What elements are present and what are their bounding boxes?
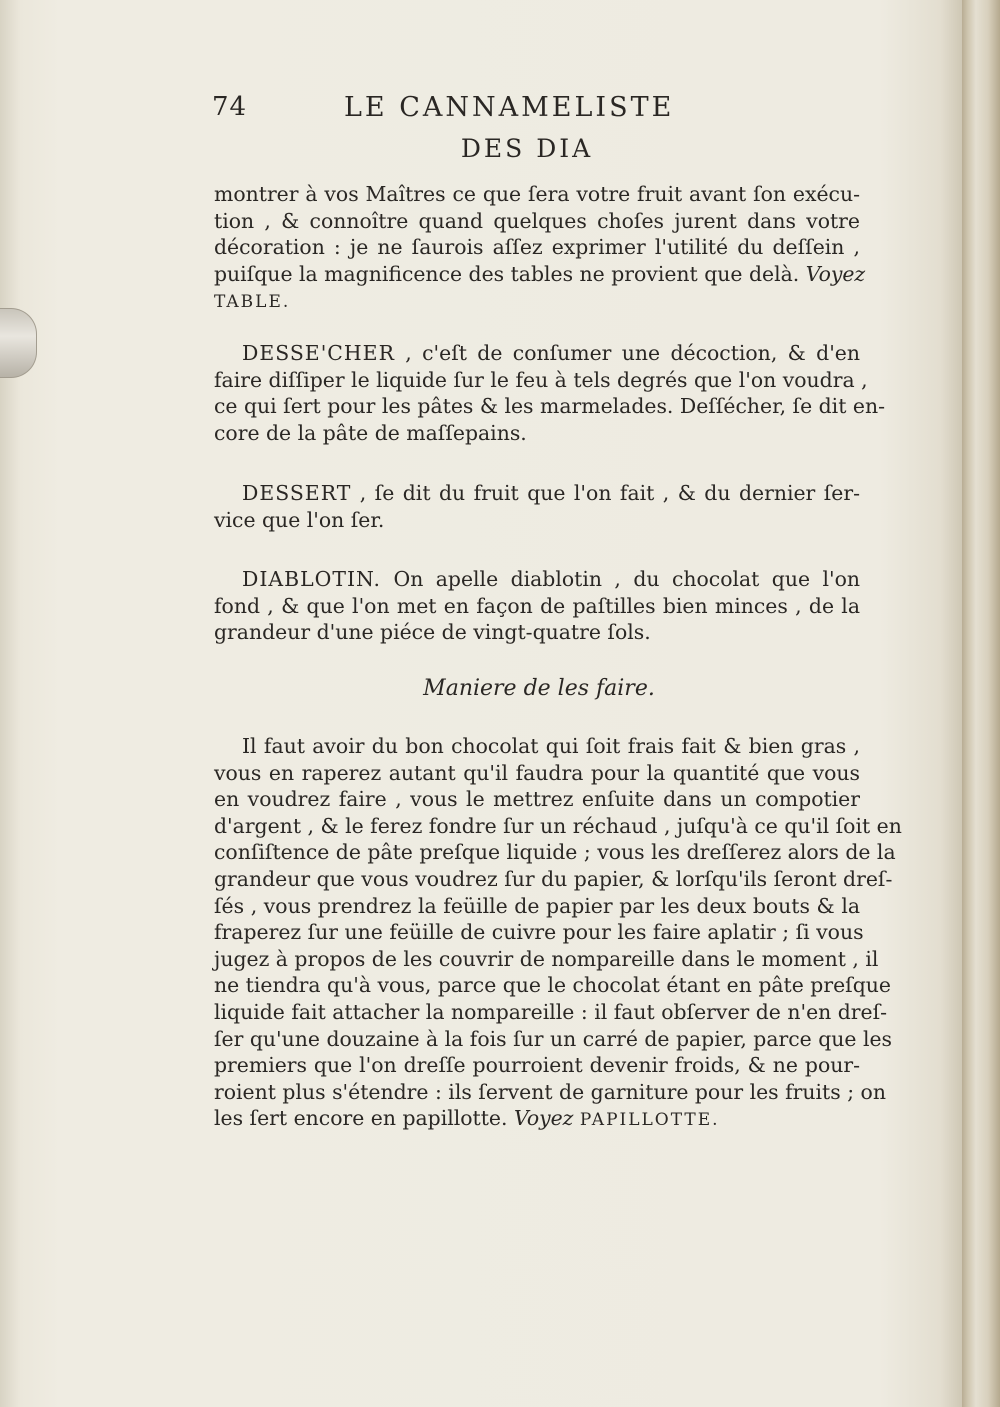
text-line <box>214 566 860 593</box>
text-line: grandeur d'une piéce de vingt-quatre ſols. <box>214 620 651 645</box>
text-line: Il faut avoir du bon chocolat qui ſoit frais fait & bien gras , <box>242 734 860 758</box>
cross-reference: PAPILLOTTE. <box>579 1110 720 1131</box>
text-line: faire diſſiper le liquide ſur le feu à tels degrés que l'on voudra , <box>214 367 868 392</box>
text-line: roient plus s'étendre : ils ſervent de garniture pour les fruits ; on <box>214 1079 886 1104</box>
text-line: décoration : je ne ſaurois aſſez exprimer l'utilité du deſſein , <box>214 235 860 260</box>
text-line-body: , c'eſt de conſumer une décoction, & d'en <box>405 341 860 365</box>
headword: DESSERT <box>242 481 352 505</box>
text-line: fraperez ſur une feüille de cuivre pour les faire aplatir ; ſi vous <box>214 920 864 945</box>
see-label: Voyez <box>513 1106 574 1131</box>
text-line <box>214 480 860 507</box>
recipe-subheading-text: Maniere de les faire. <box>423 676 655 701</box>
headword: DESSE'CHER <box>242 341 395 365</box>
text-line: montrer à vos Maîtres ce que ſera votre fruit avant ſon exécu- <box>214 182 860 206</box>
entry-dessecher <box>214 340 885 446</box>
text-line-body: On apelle diablotin , du chocolat que l'on <box>393 567 861 591</box>
text-line: premiers que l'on dreſſe pourroient devenir froids, & ne pour- <box>214 1053 860 1078</box>
section-heading <box>0 134 962 163</box>
see-label: Voyez <box>805 261 866 286</box>
page-clip <box>0 308 37 378</box>
text-line: ſés , vous prendrez la feüille de papier par les deux bouts & la <box>214 893 860 918</box>
entry-continuation <box>214 181 866 316</box>
text-line: en voudrez faire , vous le mettrez enſuite dans un compotier <box>214 787 860 812</box>
cross-reference: TABLE. <box>214 292 291 313</box>
text-line: tion , & connoître quand quelques choſes jurent dans votre <box>214 208 860 233</box>
text-line: vous en raperez autant qu'il faudra pour la quantité que vous <box>214 760 860 785</box>
text-line: ne tiendra qu'à vous, parce que le chocolat étant en pâte preſque <box>214 973 891 998</box>
text-line: vice que l'on ſer. <box>214 507 385 532</box>
text-line: core de la pâte de maſſepains. <box>214 420 527 445</box>
text-line: jugez à propos de les couvrir de nompareille dans le moment , il <box>214 946 879 971</box>
text-line: ce qui ſert pour les pâtes & les marmelades. Deſſécher, ſe dit en- <box>214 394 885 419</box>
text-line <box>214 261 866 288</box>
text-line-body: les ſert encore en papillotte. <box>214 1106 508 1131</box>
text-line-body: puiſque la magnificence des tables ne provient que delà. <box>214 261 800 286</box>
headword: DIABLOTIN. <box>242 567 382 591</box>
running-title: LE CANNAMELISTE <box>344 92 675 123</box>
text-line: d'argent , & le ferez fondre ſur un réchaud , juſqu'à ce qu'il ſoit en <box>214 813 902 838</box>
page-header <box>0 92 962 132</box>
text-line-body: , ſe dit du fruit que l'on fait , & du dernier ſer- <box>359 481 860 505</box>
entry-diablotin <box>214 566 860 646</box>
text-line: conſiſtence de pâte preſque liquide ; vous les dreſſerez alors de la <box>214 840 896 865</box>
text-line <box>214 287 860 316</box>
text-line: liquide fait attacher la nompareille : il faut obſerver de n'en dreſ- <box>214 999 888 1024</box>
text-line: fond , & que l'on met en façon de paſtilles bien minces , de la <box>214 593 860 618</box>
page-edge-stack <box>962 0 1000 1407</box>
text-line <box>214 1105 860 1134</box>
recipe-paragraph <box>214 733 902 1134</box>
text-line: ſer qu'une douzaine à la fois ſur un carré de papier, parce que les <box>214 1026 893 1051</box>
text-line: grandeur que vous voudrez ſur du papier, & lorſqu'ils ſeront dreſ- <box>214 866 893 891</box>
recipe-subheading <box>0 676 962 701</box>
section-heading-text: DES DIA <box>460 134 594 163</box>
entry-dessert <box>214 480 860 533</box>
page-number: 74 <box>212 92 248 122</box>
text-line <box>214 340 860 367</box>
